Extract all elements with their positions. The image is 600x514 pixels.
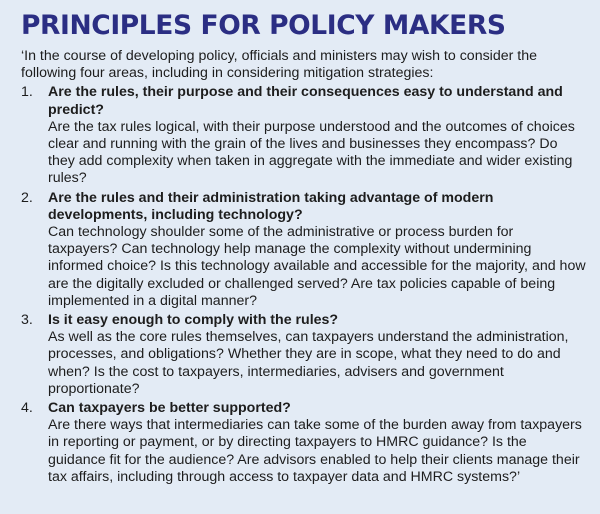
list-item xyxy=(21,84,586,187)
item-question: Is it easy enough to comply with the rules? xyxy=(48,312,339,329)
item-body: Are there ways that intermediaries can take some of the burden away from taxpayers in reporting or payment, or by directing taxpayers to HMRC guidance? Is the guidance fit for the audience? Are advisors enabled to help their clients manage their tax affairs, including through access to taxpayer data and HMRC systems?’ xyxy=(48,417,582,485)
item-number: 1. xyxy=(21,84,33,101)
item-number: 3. xyxy=(21,312,33,329)
intro-paragraph: ‘In the course of developing policy, officials and ministers may wish to consider the following four areas, including in considering mitigation strategies: xyxy=(21,48,537,82)
item-body: Can technology shoulder some of the administrative or process burden for taxpayers? Can technology help manage the complexity without undermining informed choice? Is this technology available and accessible for the majority, and how are the digitally excluded or challenged served? Are tax policies capable of being implemented in a digital manner? xyxy=(48,224,586,309)
item-number: 2. xyxy=(21,189,33,206)
item-question: Are the rules and their administration taking advantage of modern developments, including technology? xyxy=(48,189,494,223)
item-body: As well as the core rules themselves, can taxpayers understand the administration, processes, and obligations? Whether they are in scope, what they need to do and when? Is the cost to taxpayers, intermediaries, advisers and government proportionate? xyxy=(48,329,569,397)
list-item xyxy=(21,400,586,486)
list-item xyxy=(21,312,586,398)
item-body: Are the tax rules logical, with their purpose understood and the outcomes of choices clear and running with the grain of the lives and businesses they encompass? Do they add complexity when taken in aggregate with the immediate and wider existing rules? xyxy=(48,118,575,187)
item-number: 4. xyxy=(21,400,33,417)
list-item xyxy=(21,190,586,310)
item-question: Are the rules, their purpose and their consequences easy to understand and predict? xyxy=(48,84,563,118)
principles-list xyxy=(21,84,586,486)
item-question: Can taxpayers be better supported? xyxy=(48,400,291,417)
panel-heading: PRINCIPLES FOR POLICY MAKERS xyxy=(21,10,506,41)
